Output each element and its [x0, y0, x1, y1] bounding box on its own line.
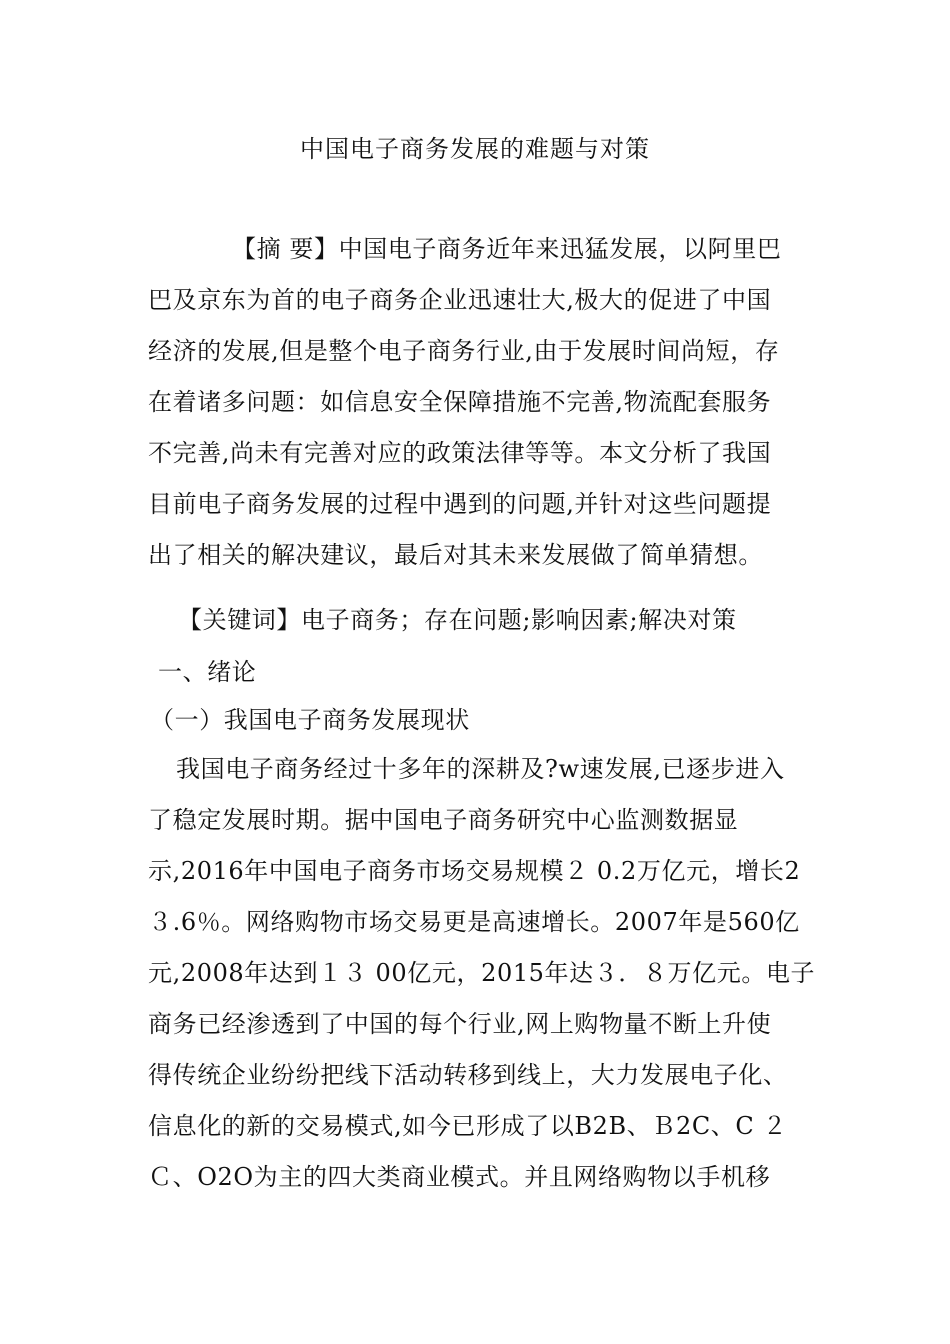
body-line: 了稳定发展时期。据中国电子商务研究中心监测数据显: [148, 806, 739, 834]
abstract-line: 在着诸多问题：如信息安全保障措施不完善,物流配套服务: [148, 388, 772, 416]
body-line: 商务已经渗透到了中国的每个行业,网上购物量不断上升使: [148, 1010, 772, 1038]
body-line: 信息化的新的交易模式,如今已形成了以B2B、Ｂ2C、C ２: [148, 1112, 788, 1140]
body-line: 我国电子商务经过十多年的深耕及?w速发展,已逐步进入: [176, 755, 785, 783]
abstract-line: 不完善,尚未有完善对应的政策法律等等。本文分析了我国: [148, 439, 772, 467]
keywords-line: 【关键词】电子商务；存在问题;影响因素;解决对策: [178, 606, 737, 634]
document-title: 中国电子商务发展的难题与对策: [300, 135, 650, 163]
body-paragraph: [148, 744, 816, 1203]
abstract-line: 出了相关的解决建议，最后对其未来发展做了简单猜想。: [148, 541, 763, 569]
abstract-line: 【摘 要】中国电子商务近年来迅猛发展，以阿里巴: [232, 235, 782, 263]
section-heading: 一、绪论: [158, 658, 257, 686]
abstract-paragraph: [148, 224, 808, 581]
abstract-line: 巴及京东为首的电子商务企业迅速壮大,极大的促进了中国: [148, 286, 772, 314]
body-line: Ｃ、O2O为主的四大类商业模式。并且网络购物以手机移: [148, 1163, 771, 1191]
body-line: 元,2008年达到１３ 00亿元，2015年达３．８万亿元。电子: [148, 959, 816, 987]
subsection-heading: （一）我国电子商务发展现状: [150, 706, 470, 734]
body-line: 得传统企业纷纷把线下活动转移到线上，大力发展电子化、: [148, 1061, 788, 1089]
abstract-line: 目前电子商务发展的过程中遇到的问题,并针对这些问题提: [148, 490, 772, 518]
abstract-line: 经济的发展,但是整个电子商务行业,由于发展时间尚短，存: [148, 337, 780, 365]
body-line: 示,2016年中国电子商务市场交易规模２ 0.2万亿元，增长2: [148, 857, 801, 885]
body-line: ３.6％。网络购物市场交易更是高速增长。2007年是560亿: [148, 908, 800, 936]
